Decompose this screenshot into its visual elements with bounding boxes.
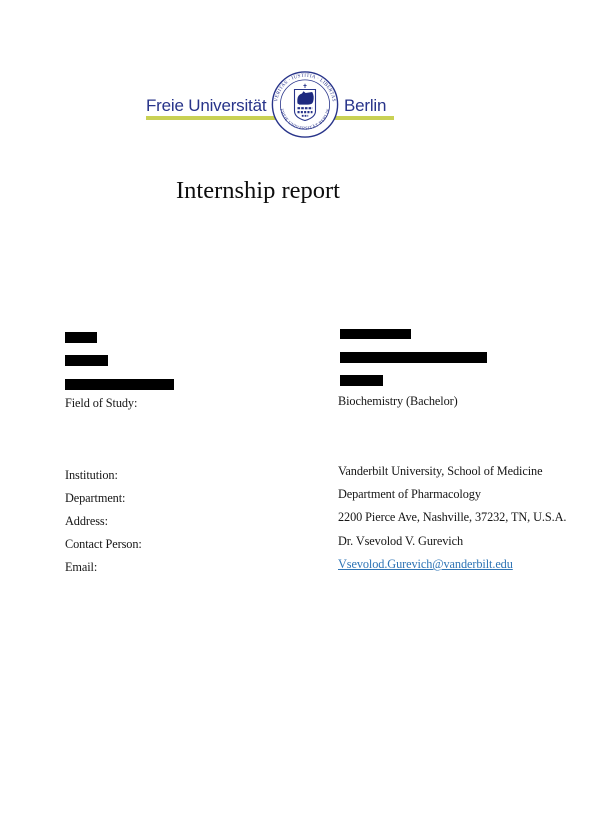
- field-of-study-value: Biochemistry (Bachelor): [338, 394, 458, 408]
- logo-wordmark-freie-universitaet: Freie Universität: [146, 96, 267, 115]
- redacted-text-bar: [340, 352, 487, 363]
- redacted-text-bar: [340, 375, 383, 386]
- email-label: Email:: [65, 560, 98, 574]
- redacted-text-bar: [340, 329, 411, 339]
- department-value: Department of Pharmacology: [338, 487, 481, 501]
- page-title: Internship report: [176, 177, 340, 204]
- redacted-text-bar: [65, 332, 97, 343]
- address-label: Address:: [65, 514, 108, 528]
- redacted-text-bar: [65, 379, 174, 390]
- seal-text-top: VERITAS · IUSTITIA · LIBERTAS: [274, 73, 336, 103]
- field-of-study-label: Field of Study:: [65, 396, 138, 410]
- address-value: 2200 Pierce Ave, Nashville, 37232, TN, U.S.A.: [338, 510, 567, 524]
- email-link[interactable]: Vsevolod.Gurevich@vanderbilt.edu: [338, 557, 513, 571]
- contact-person-value: Dr. Vsevolod V. Gurevich: [338, 534, 464, 548]
- institution-value: Vanderbilt University, School of Medicine: [338, 464, 543, 478]
- contact-person-label: Contact Person:: [65, 537, 142, 551]
- redacted-text-bar: [65, 355, 108, 366]
- logo-wordmark-berlin: Berlin: [344, 96, 387, 115]
- department-label: Department:: [65, 491, 126, 505]
- seal-text-bottom: FREIE UNIVERSITÄT BERLIN: [279, 108, 331, 131]
- university-seal-icon: [269, 68, 341, 141]
- institution-label: Institution:: [65, 468, 118, 482]
